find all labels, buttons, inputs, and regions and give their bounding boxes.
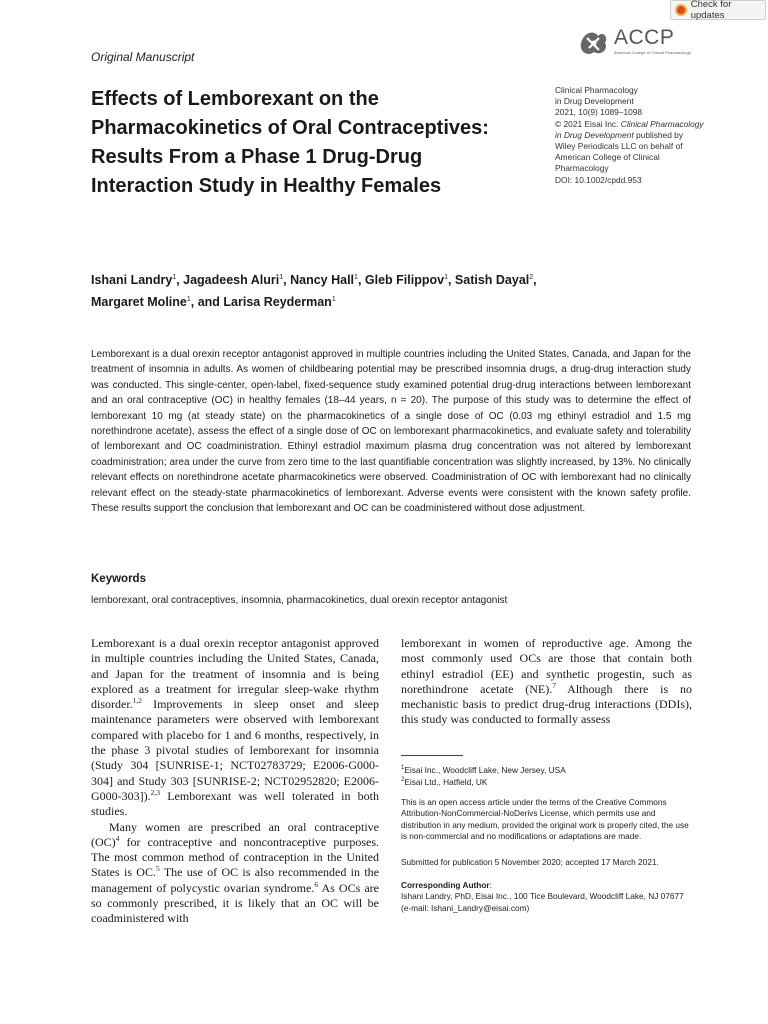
citation-superscript[interactable]: 1,2 [132, 696, 143, 706]
corresponding-author-email[interactable]: (e-mail: Ishani_Landry@eisai.com) [401, 902, 530, 913]
body-column-right [401, 636, 692, 728]
citation-superscript[interactable]: 7 [552, 680, 557, 690]
journal-name-line2: in Drug Development [555, 96, 634, 107]
body-text: The use of OC is also recommended in the management of polycystic ovarian syndrome. [91, 865, 379, 895]
journal-publisher: published by Wiley Periodicals LLC on behalf of American College of Clinical Pharmacology [555, 129, 684, 174]
body-paragraph-2 [91, 820, 379, 927]
affiliation-1-number: 1 [401, 765, 405, 771]
accp-logo-subtitle: American College of Clinical Pharmacology [614, 50, 691, 55]
keywords-heading: Keywords [91, 573, 146, 585]
author-affiliation-number: 1 [186, 296, 191, 304]
author-affiliation-number: 1 [444, 274, 448, 281]
journal-license [555, 119, 705, 175]
submission-dates: Submitted for publication 5 November 2020; accepted 17 March 2021. [401, 857, 659, 867]
author-name: Satish Dayal [454, 273, 530, 288]
author-name: Margaret Moline [91, 295, 187, 310]
author-affiliation-number: 1 [172, 274, 177, 281]
author-affiliation-number: 2 [529, 274, 534, 281]
author-name: Larisa Reyderman [223, 295, 332, 310]
affiliation-1-text: Eisai Inc., Woodcliff Lake, New Jersey, USA [404, 764, 566, 775]
body-text: As OCs are so commonly prescribed, it is likely that an OC will be coadministered with [91, 880, 379, 926]
author-separator: , [357, 273, 365, 288]
body-text: Lemborexant was well tolerated in both studies. [91, 788, 379, 819]
author-affiliation-number: 1 [354, 274, 358, 281]
author-name: Gleb Filippov [364, 273, 445, 288]
body-text: Lemborexant is a dual orexin receptor antagonist approved in multiple countries including the United States, Canada, and Japan for the treatment of insomnia and is being explored as a treatment for irregular sleep-wake rhythm disorder. [91, 636, 379, 712]
affiliation-2-number: 2 [401, 777, 405, 783]
body-text: lemborexant in women of reproductive age. Among the most commonly used OCs are those that contain both ethinyl estradiol (EE) and synthetic progestin, such as norethindrone acetate (NE). [401, 636, 692, 696]
citation-superscript[interactable]: 4 [115, 833, 120, 843]
author-separator: , [533, 273, 537, 288]
abstract: Lemborexant is a dual orexin receptor antagonist approved in multiple countries including the United States, Canada, and Japan for the treatment of insomnia in adults. As women of childbearing potential may be prescribed insomnia drugs, a drug-drug interaction study was conducted. This single-center, open-label, fixed-sequence study examined potential drug-drug interactions between lemborexant and an oral contraceptive (OC) in healthy females (18–44 years, n = 20). The purpose of this study was to determine the effect of lemborexant 10 mg (at steady state) on the pharmacokinetics of a single dose of OC (0.03 mg ethinyl estradiol and 1.5 mg norethindrone acetate), assess the effect of a single dose of OC on lemborexant pharmacokinetics, and evaluate safety and tolerability of lemborexant and OC coadministration. Ethinyl estradiol maximum plasma drug concentration was not altered by lemborexant coadministration; area under the curve from zero time to the last quantifiable concentration was slightly increased, by 13%. No clinically relevant effects on norethindrone acetate pharmacokinetics were observed. Coadministration of OC with lemborexant had no clinically relevant effect on the steady-state pharmacokinetics of lemborexant. Adverse events were consistent with the known safety profile. These results support the conclusion that lemborexant and OC can be coadministered without dose adjustment. [91, 349, 691, 515]
journal-name-line1: Clinical Pharmacology [555, 85, 638, 95]
author-separator: , and [190, 295, 224, 310]
citation-superscript[interactable]: 2,3 [150, 787, 161, 797]
body-text: for contraceptive and noncontraceptive purposes. The most common method of contraception in the United States is OC. [91, 834, 379, 880]
affiliation-2-text: Eisai Ltd., Hatfield, UK [404, 776, 488, 787]
author-separator: , [447, 273, 455, 288]
author-name: Nancy Hall [290, 273, 355, 288]
article-title: Effects of Lemborexant on the Pharmacokinetics of Oral Contraceptives: Results From a Phase 1 Drug-Drug Interaction Study in Healthy Females [91, 88, 489, 197]
author-separator: , [176, 273, 184, 288]
corresponding-author: Corresponding Author: Ishani Landry, PhD, Eisai Inc., 100 Tice Boulevard, Woodcliff Lake, NJ 07677 (e-mail: Ishani_Landry@eisai.com) [401, 880, 693, 914]
body-text: Improvements in sleep onset and sleep maintenance parameters were observed with lemborexant compared with placebo for 1 and 6 months, respectively, in the phase 3 pivotal studies of lemborexant for insomnia (Study 304 [SUNRISE-1; NCT02783729; E2006-G000-304] and Study 303 [SUNRISE-2; NCT02952820; E2006-G000-303]). [91, 697, 379, 803]
check-updates-icon [675, 4, 687, 16]
corresponding-author-heading: Corresponding Author [401, 880, 490, 890]
body-text: Many women are prescribed an oral contraceptive (OC) [91, 819, 379, 849]
keywords-list: lemborexant, oral contraceptives, insomnia, pharmacokinetics, dual orexin receptor antagonist [91, 595, 508, 606]
journal-doi[interactable]: DOI: 10.1002/cpdd.953 [555, 174, 642, 185]
body-paragraph-1 [91, 636, 379, 820]
author-list [91, 268, 651, 312]
body-text: Although there is no mechanistic basis to predict drug-drug interactions (DDIs), this study was conducted to formally assess [401, 681, 692, 727]
license-note: This is an open access article under the terms of the Creative Commons Attribution-NonCommercial-NoDerivs License, which permits use and distribution in any medium, provided the original work is properly cited, the use is non-commercial and no modifications or adaptations are made. [401, 797, 689, 841]
author-name: Ishani Landry [91, 273, 173, 288]
journal-italic-name: Clinical Pharmacology in Drug Development [555, 118, 704, 140]
body-column-left [91, 636, 379, 927]
accp-emblem-icon [578, 28, 610, 58]
author-separator: , [283, 273, 291, 288]
affiliation-2 [401, 775, 693, 788]
manuscript-type-label: Original Manuscript [91, 50, 195, 64]
journal-info [555, 85, 705, 186]
journal-volume: 2021, 10(9) 1089–1098 [555, 107, 643, 118]
journal-copyright: © 2021 Eisai Inc. [555, 118, 619, 129]
corresponding-author-address: Ishani Landry, PhD, Eisai Inc., 100 Tice Boulevard, Woodcliff Lake, NJ 07677 [401, 891, 684, 902]
footnote-divider [401, 755, 463, 756]
author-affiliation-number: 1 [279, 274, 284, 281]
check-updates-label: Check for updates [690, 0, 732, 21]
accp-logo [578, 26, 698, 70]
body-paragraph-3 [401, 636, 692, 728]
check-for-updates-button[interactable] [670, 0, 766, 20]
accp-logo-text: ACCP [614, 26, 675, 49]
author-affiliation-number: 1 [331, 296, 336, 304]
citation-superscript[interactable]: 6 [314, 879, 319, 889]
citation-superscript[interactable]: 5 [155, 864, 160, 874]
author-name: Jagadeesh Aluri [183, 273, 280, 288]
